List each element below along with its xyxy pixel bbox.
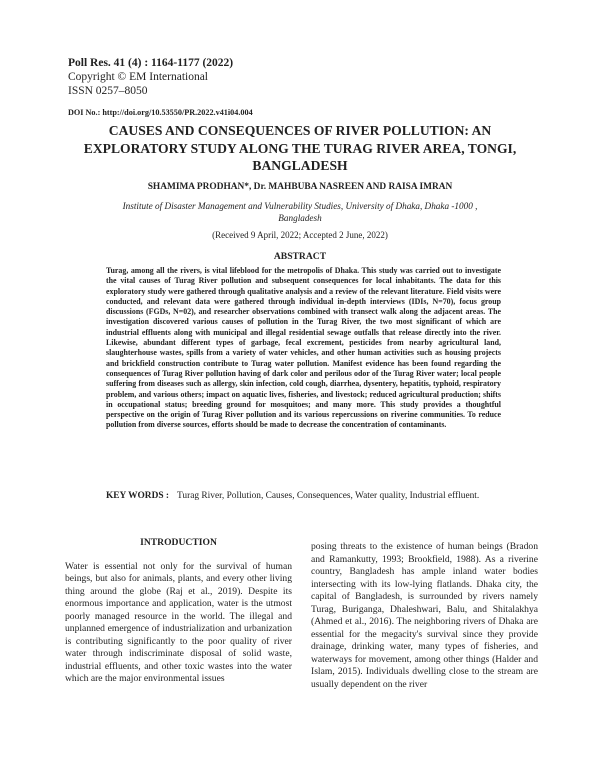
right-column: [311, 541, 538, 691]
keywords-text: Turag River, Pollution, Causes, Consequences, Water quality, Industrial effluent.: [177, 491, 480, 501]
intro-paragraph-right: posing threats to the existence of human beings (Bradon and Ramankutty, 1993; Brookfield, 1988). As a riverine country, Bangladesh has ample inland water bodies intersecting with its low-lying flatlands. Dhaka city, the capital of Bangladesh, is surrounded by rivers namely Turag, Buriganga, Dhaleshwari, Balu, and Shitalakhya (Ahmed et al., 2016). The neighboring rivers of Dhaka are essential for the megacity's survival since they provide drainage, drinking water, many types of fisheries, and waterways for movement, among other things (Halder and Islam, 2015). Individuals dwelling close to the stream are usually dependent on the river: [311, 541, 538, 690]
issn-line: ISSN 0257–8050: [68, 85, 148, 97]
left-column: [65, 537, 292, 686]
keywords-label: KEY WORDS :: [106, 491, 170, 501]
intro-paragraph-left: Water is essential not only for the survival of human beings, but also for animals, plants, and every other living thing around the globe (Raj et al., 2019). Despite its enormous importance and application, water is the utmost poorly managed resource in the world. The illegal and unplanned emergence of industrialization and urbanization is contributing significantly to the poor quality of river water through indiscriminate disposal of solid waste, industrial effluents, and other toxic wastes into the water which are the major environmental issues: [65, 560, 292, 684]
author-list: SHAMIMA PRODHAN*, Dr. MAHBUBA NASREEN AND RAISA IMRAN: [147, 182, 453, 192]
journal-citation: Poll Res. 41 (4) : 1164-1177 (2022): [68, 57, 234, 69]
keywords-block: [106, 490, 501, 502]
paper-title: CAUSES AND CONSEQUENCES OF RIVER POLLUTION: AN EXPLORATORY STUDY ALONG THE TURAG RIVER AREA, TONGI, BANGLADESH: [83, 123, 517, 173]
copyright-line: Copyright © EM International: [68, 71, 209, 83]
received-dates: (Received 9 April, 2022; Accepted 2 June, 2022): [212, 230, 388, 240]
abstract-text: Turag, among all the rivers, is vital lifeblood for the metropolis of Dhaka. This study was carried out to investigate the vital causes of Turag River pollution and subsequent consequences for local inhabitants. The data for this exploratory study were gathered through qualitative analysis and a review of the relevant literature. Field visits were conducted, and relevant data were gathered through individual in-depth interviews (IDIs, N=70), focus group discussions (FGDs, N=02), and researcher observations combined with transect walk along the adjacent areas. The investigation discovered various causes of pollution in the Turag River, the two most significant of which are industrial effluents along with municipal and illegal residential sewage outfalls that release directly into the river. Likewise, abundant different types of garbage, fecal excrement, pesticides from nearby agricultural land, slaughterhouse wastes, spills from a variety of water vehicles, and other human activities such as housing projects and brickfield construction contribute to Turag water pollution. Manifest evidence has been found regarding the consequences of Turag River pollution having of dark color and perilous odor of the Turag River water; local people suffering from diseases such as allergy, skin infection, cold cough, diarrhea, dysentery, hepatitis, typhoid, respiratory problem, and various others; impact on aquatic lives, fisheries, and livestock; reduced agricultural production; shifts in occupational status; breeding ground for mosquitoes; and many more. This study provides a thoughtful perspective on the origin of Turag River pollution and its various repercussions on riverine communities. To reduce pollution from diverse sources, efforts should be made to decrease the concentration of contaminants.: [106, 266, 501, 430]
introduction-heading: INTRODUCTION: [140, 537, 217, 548]
doi-line: DOI No.: http://doi.org/10.53550/PR.2022.v41i04.004: [68, 108, 253, 117]
abstract-heading: ABSTRACT: [273, 251, 327, 262]
affiliation: Institute of Disaster Management and Vulnerability Studies, University of Dhaka, Dhaka -1000 , Bangladesh: [122, 201, 478, 223]
journal-meta: [68, 56, 233, 98]
